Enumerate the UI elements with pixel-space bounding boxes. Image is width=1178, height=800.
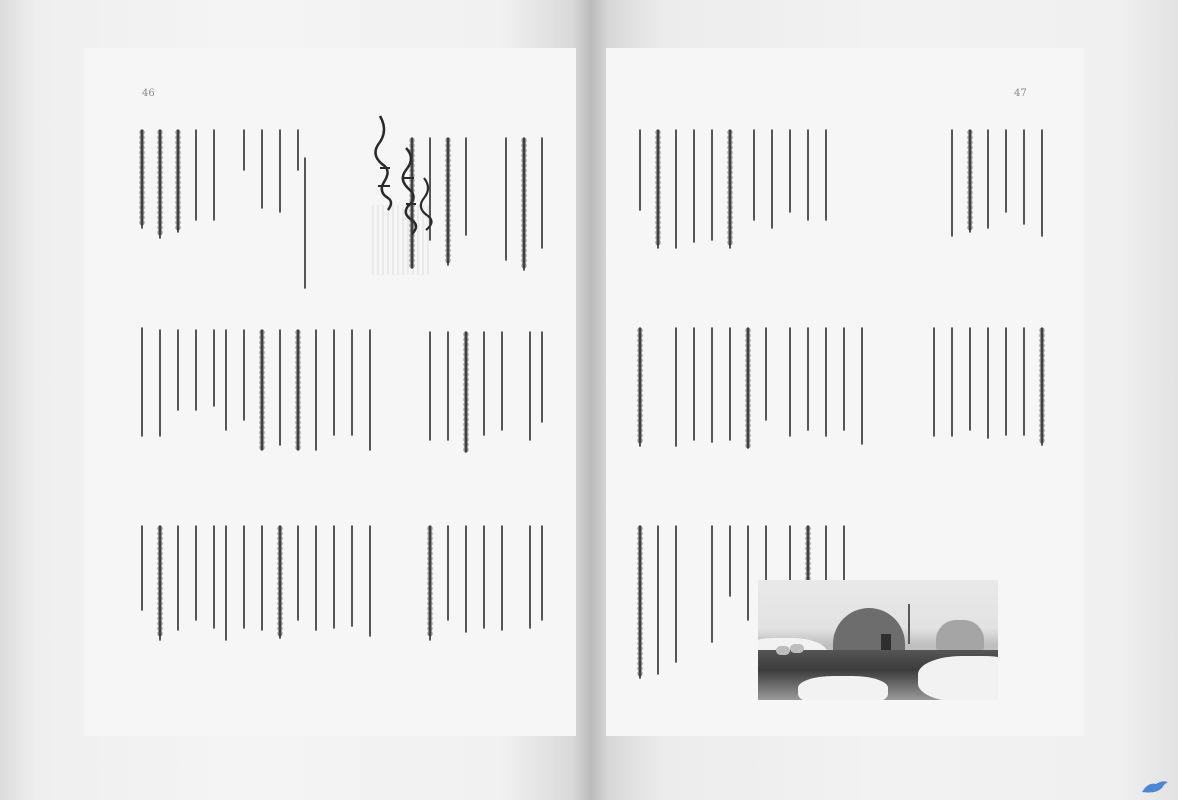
sheep [790,644,804,653]
snow-patch [918,656,998,700]
left-page-vertical-text [130,100,550,720]
page-number-left: 46 [142,88,155,99]
sheep [776,646,790,655]
horse-logo-icon [1140,778,1170,796]
yurt-photo [758,580,998,700]
publisher-watermark [1140,778,1170,796]
tent-figure [936,620,984,650]
pole [908,604,910,644]
page-number-right: 47 [1014,88,1027,99]
snow-patch [798,676,888,700]
